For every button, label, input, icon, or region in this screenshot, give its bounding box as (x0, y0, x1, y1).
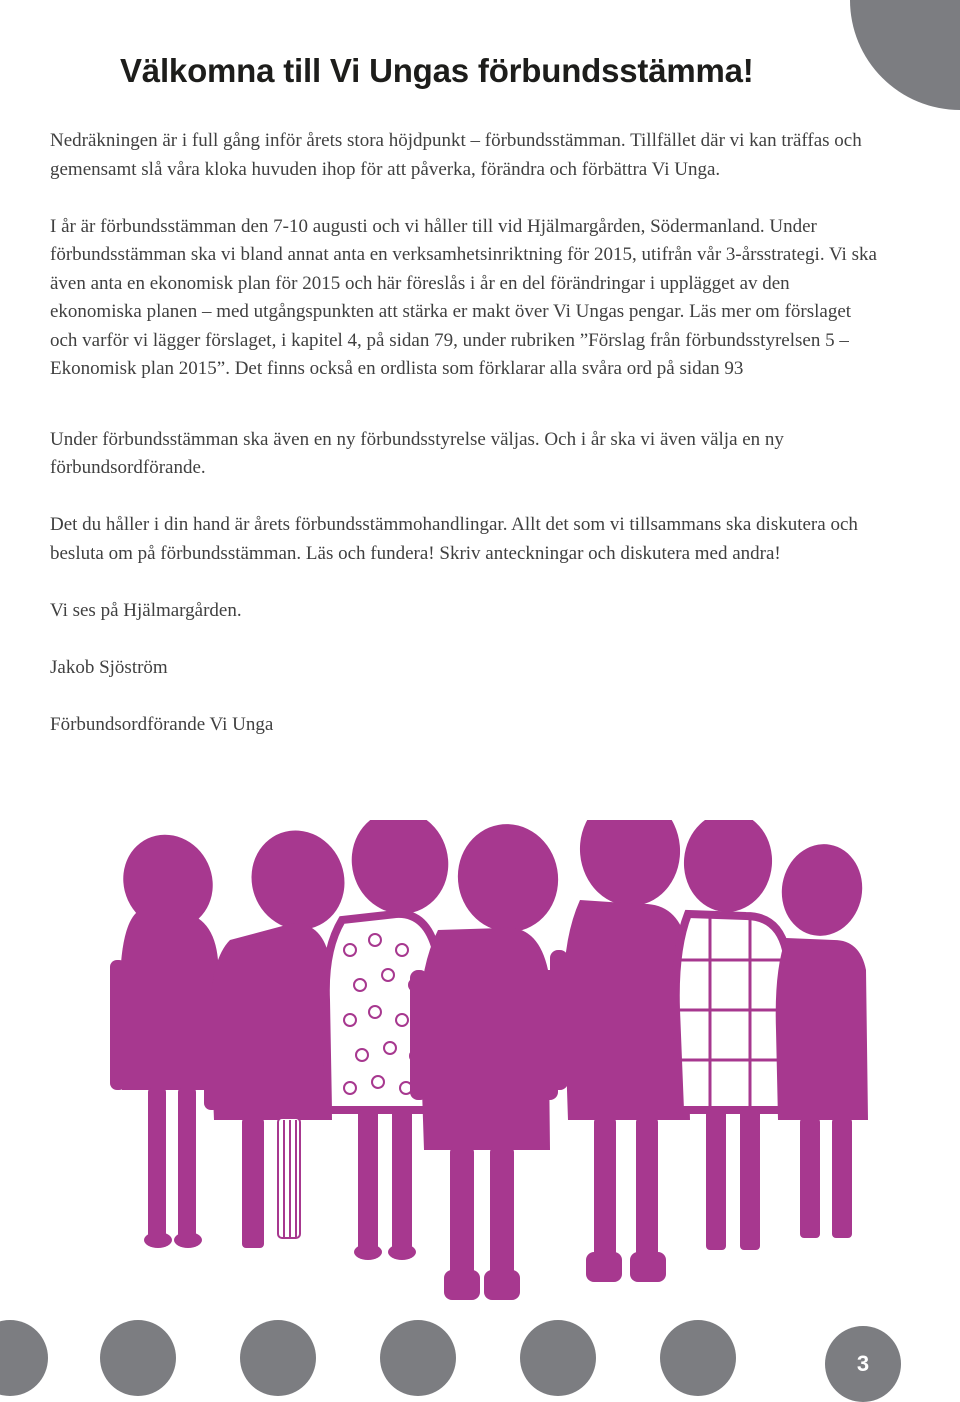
decoration-circle (0, 1320, 48, 1396)
paragraph-intro: Nedräkningen är i full gång inför årets stora höjdpunkt – förbundsstämman. Tillfället där vi kan träffas och gemensamt slå våra kloka huvuden ihop för att påverka, förändra och förbättra Vi Unga. (50, 130, 862, 180)
decoration-circle (660, 1320, 736, 1396)
decoration-circle (380, 1320, 456, 1396)
signature-name: Jakob Sjöström (50, 656, 168, 678)
paragraph-election: Under förbundsstämman ska även en ny förbundsstyrelse väljas. Och i år ska vi även välja en ny förbundsordförande. (50, 428, 784, 478)
decoration-circle (520, 1320, 596, 1396)
paragraph-details: I år är förbundsstämman den 7-10 augusti och vi håller till vid Hjälmargården, Södermanland. Under förbundsstämman ska vi bland annat anta en verksamhetsinriktning för 2015, utifrån vår 3-årsstrategi. Vi ska även anta en ekonomisk plan för 2015 och här föreslås i år en del förändringar i upplägget av den ekonomiska planen – med utgångspunkten att stärka er makt över Vi Ungas pengar. Läs mer om förslaget och varför vi lägger förslaget, i kapitel 4, på sidan 79, under rubriken ”Förslag från förbundsstyrelsen 5 – Ekonomisk plan 2015”. Det finns också en ordlista som förklarar alla svåra ord på sidan 93 (50, 215, 877, 379)
person-6-figure (676, 820, 790, 1250)
bottom-circle-row (0, 1320, 960, 1401)
decoration-circle (100, 1320, 176, 1396)
corner-decoration-circle (850, 0, 960, 110)
page-title: Välkomna till Vi Ungas förbundsstämma! (120, 52, 754, 89)
decoration-circle (240, 1320, 316, 1396)
people-illustration (110, 820, 870, 1310)
person-7-figure (775, 838, 870, 1238)
paragraph-documents: Det du håller i din hand är årets förbundsstämmohandlingar. Allt det som vi tillsammans ska diskutera och besluta om på förbundsstämman. Läs och fundera! Skriv anteckningar och diskutera med andra! (50, 514, 858, 564)
body-text (50, 127, 880, 768)
page-number: 3 (825, 1326, 901, 1402)
paragraph-closing: Vi ses på Hjälmargården. (50, 599, 242, 621)
signature-role: Förbundsordförande Vi Unga (50, 713, 274, 735)
